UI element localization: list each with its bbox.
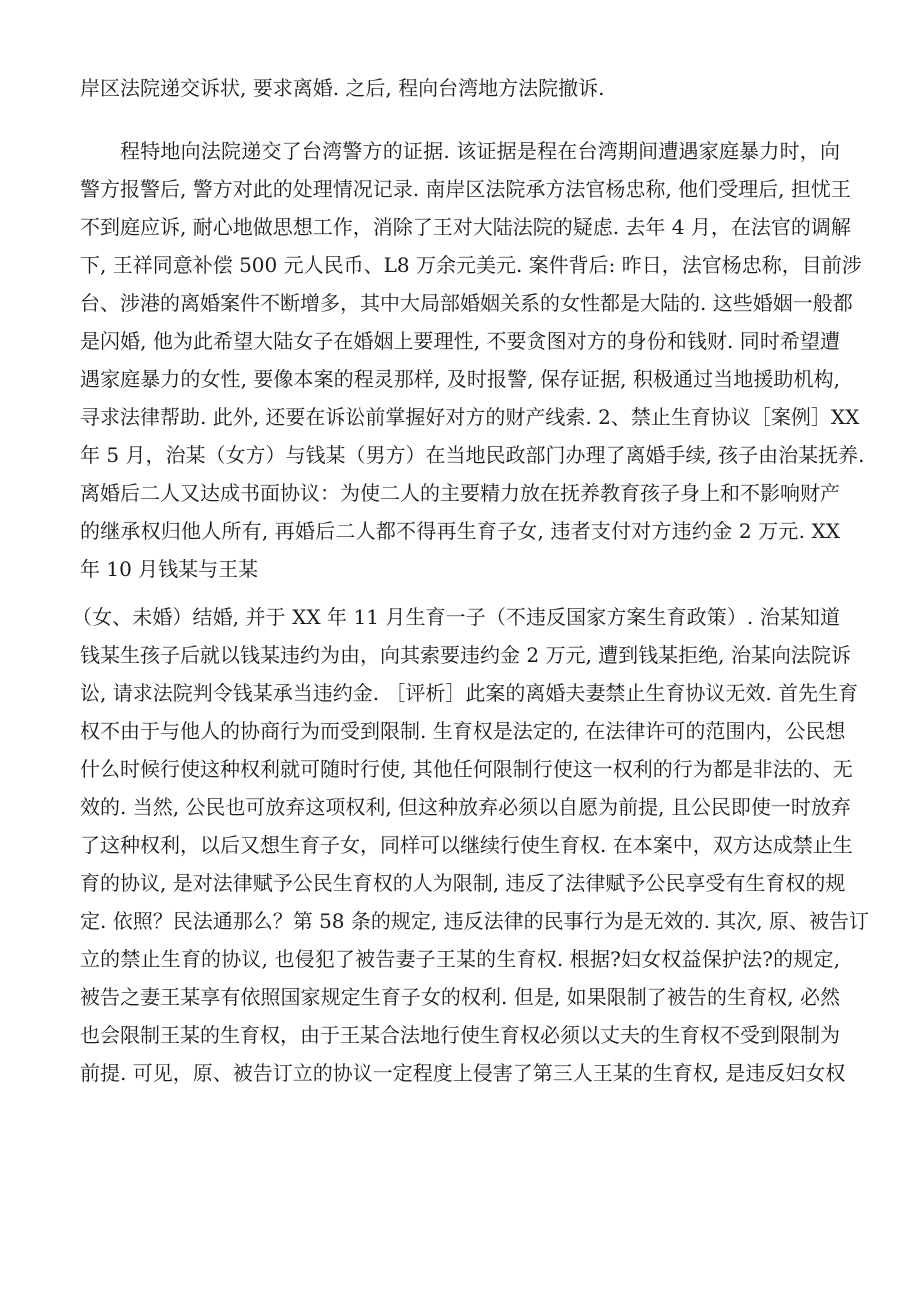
text-line: 效的. 当然, 公民也可放弃这项权利, 但这种放弃必须以自愿为前提, 且公民即使一时放弃 <box>80 795 851 819</box>
text-line: 育的协议, 是对法律赋予公民生育权的人为限制, 违反了法律赋予公民享受有生育权的规 <box>80 871 846 895</box>
text-line: 不到庭应诉, 耐心地做思想工作，消除了王对大陆法院的疑虑. 去年 4 月，在法官的调解 <box>80 215 851 239</box>
text-line: 遇家庭暴力的女性, 要像本案的程灵那样, 及时报警, 保存证据, 积极通过当地援助机构, <box>80 367 840 391</box>
text-line: 被告之妻王某享有依照国家规定生育子女的权利. 但是, 如果限制了被告的生育权, 必然 <box>80 985 840 1009</box>
text-line: 是闪婚, 他为此希望大陆女子在婚姻上要理性, 不要贪图对方的身份和钱财. 同时希望遭 <box>80 329 840 353</box>
text-line: 前提. 可见，原、被告订立的协议一定程度上侵害了第三人王某的生育权, 是违反妇女权 <box>80 1061 846 1085</box>
text-line: 寻求法律帮助. 此外, 还要在诉讼前掌握好对方的财产线索. 2、禁止生育协议［案例］XX <box>80 405 860 429</box>
text-line: 钱某生孩子后就以钱某违约为由，向其索要违约金 2 万元, 遭到钱某拒绝, 治某向法院诉 <box>80 643 851 667</box>
text-line: 年 10 月钱某与王某 <box>80 557 259 581</box>
text-line: 下, 王祥同意补偿 500 元人民币、L8 万余元美元. 案件背后: 昨日，法官杨忠称，目前涉 <box>80 253 862 277</box>
text-line: 岸区法院递交诉状, 要求离婚. 之后, 程向台湾地方法院撤诉. <box>80 76 605 100</box>
text-line: 了这种权利，以后又想生育子女，同样可以继续行使生育权. 在本案中，双方达成禁止生 <box>80 833 853 857</box>
text-line: 也会限制王某的生育权，由于王某合法地行使生育权必须以丈夫的生育权不受到限制为 <box>80 1023 840 1047</box>
text-line: 权不由于与他人的协商行为而受到限制. 生育权是法定的, 在法律许可的范围内，公民想 <box>80 719 846 743</box>
text-line: 离婚后二人又达成书面协议：为使二人的主要精力放在抚养教育孩子身上和不影响财产 <box>80 481 840 505</box>
text-line: 立的禁止生育的协议, 也侵犯了被告妻子王某的生育权. 根据?妇女权益保护法?的规定, <box>80 947 840 971</box>
text-line: 定. 依照？民法通那么？第 58 条的规定, 违反法律的民事行为是无效的. 其次, 原、被告订 <box>80 909 870 933</box>
text-line: （女、未婚）结婚, 并于 XX 年 11 月生育一子（不违反国家方案生育政策）. 治某知道 <box>72 605 840 629</box>
text-line: 台、涉港的离婚案件不断增多，其中大局部婚姻关系的女性都是大陆的. 这些婚姻一般都 <box>80 291 853 315</box>
text-line: 警方报警后, 警方对此的处理情况记录. 南岸区法院承方法官杨忠称, 他们受理后, 担忧王 <box>80 177 851 201</box>
text-line: 讼, 请求法院判令钱某承当违约金. ［评析］此案的离婚夫妻禁止生育协议无效. 首先生育 <box>80 681 859 705</box>
text-line: 的继承权归他人所有, 再婚后二人都不得再生育子女, 违者支付对方违约金 2 万元. XX <box>80 519 840 543</box>
text-line: 什么时候行使这种权利就可随时行使, 其他任何限制行使这一权利的行为都是非法的、无 <box>80 757 853 781</box>
text-line: 年 5 月，治某（女方）与钱某（男方）在当地民政部门办理了离婚手续, 孩子由治某抚养. <box>80 443 865 467</box>
text-line: 程特地向法院递交了台湾警方的证据. 该证据是程在台湾期间遭遇家庭暴力时，向 <box>120 139 840 163</box>
